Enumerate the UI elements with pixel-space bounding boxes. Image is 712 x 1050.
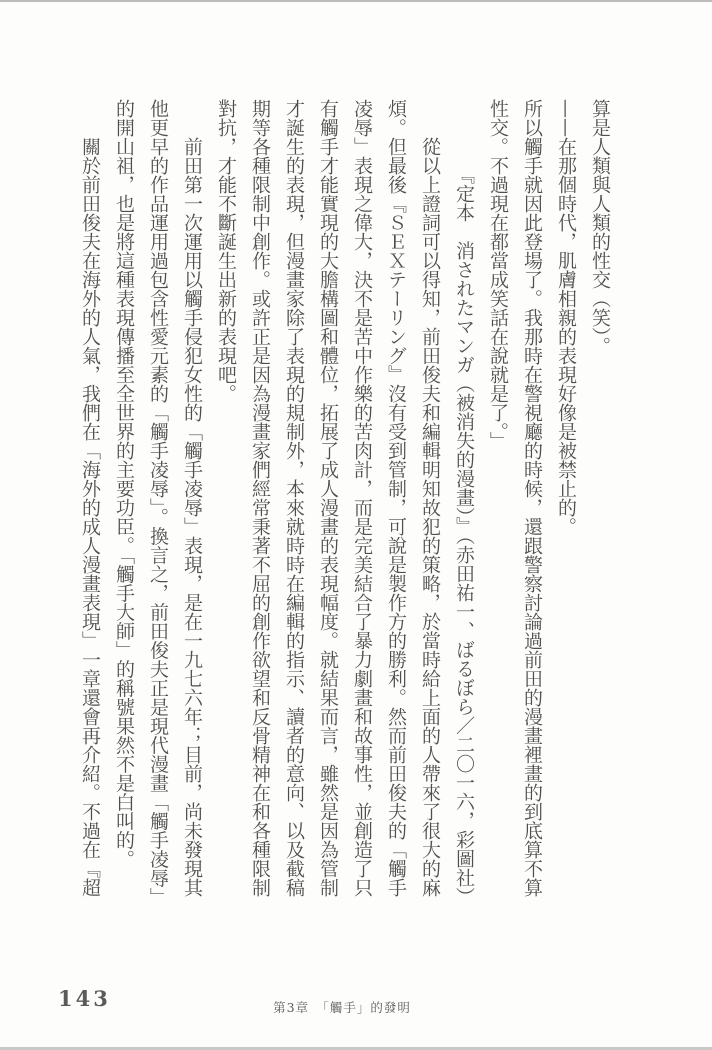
body-paragraph: 關於前田俊夫在海外的人氣，我們在「海外的成人漫畫表現」一章還會再介紹。不過在『超 <box>79 137 101 897</box>
page-number: 143 <box>58 986 111 1011</box>
body-paragraph: 從以上證詞可以得知，前田俊夫和編輯明知故犯的策略，於當時給上面的人帶來了很大的麻煩。但最後『ＳＥＸテーリング』沒有受到管制，可說是製作方的勝利。然而前田俊夫的「觸手凌辱」表現之偉大，決不是苦中作樂的苦肉計，而是完美結合了暴力劇畫和故事性，並創造了只有觸手才能實現的大膽構圖和體位，拓展了成人漫畫的表現幅度。就結果而言，雖然是因為管制才誕生的表現，但漫畫家除了表現的規制外，本來就時時在編輯的指示、讀者的意向、以及截稿期等各種限制中創作。或許正是因為漫畫家們經常秉著不屈的創作欲望和反骨精神在和各種限制對抗，才能不斷誕生出新的表現吧。 <box>215 99 441 897</box>
quote-paragraph: 算是人類與人類的性交（笑）。 <box>589 99 611 356</box>
quote-paragraph: ——在那個時代，肌膚相親的表現好像是被禁止的。 <box>555 99 577 536</box>
scan-edge-top <box>0 0 712 2</box>
quote-citation: 『定本 消されたマンガ（被消失的漫畫）』（赤田祐一、ばるぼら／二〇一六，彩圖社） <box>453 165 475 906</box>
page-text-area <box>73 99 617 905</box>
quote-paragraph: 所以觸手就因此登場了。我那時在警視廳的時候，還跟警察討論過前田的漫畫裡畫的到底算不算性交。不過現在都當成笑話在說就是了。」 <box>487 99 543 897</box>
footer-chapter-title: 第3章 「觸手」的發明 <box>273 1000 411 1015</box>
body-paragraph: 前田第一次運用以觸手侵犯女性的「觸手凌辱」表現，是在一九七六年；目前，尚未發現其他更早的作品運用過包含性愛元素的「觸手凌辱」。換言之，前田俊夫正是現代漫畫「觸手凌辱」的開山祖，也是將這種表現傳播至全世界的主要功臣。「觸手大師」的稱號果然不是白叫的。 <box>113 99 203 897</box>
body-text <box>73 99 447 905</box>
quote-block <box>447 99 617 905</box>
